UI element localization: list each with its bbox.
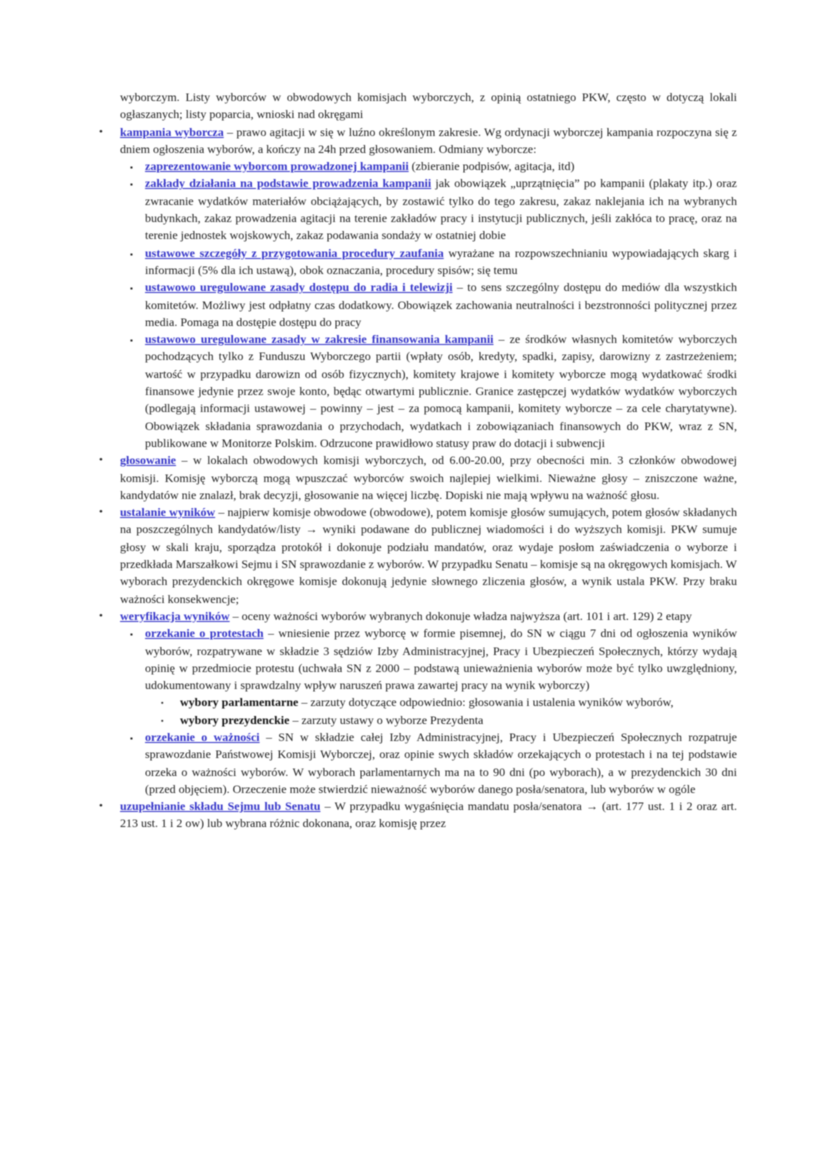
term-label: wybory parlamentarne	[180, 695, 299, 710]
item-text: – wniesienie przez wyborcę w formie pisemnej, do SN w ciągu 7 dni od ogłoszenia wyników wyborów, rozpatrywane w składzie 3 sędziów Izby Administracyjnej, Pracy i Ubezpieczeń Społecznych, którzy wydają opinię w przedmiocie protestu (uchwała SN z 2000 – podstawą unieważnienia wyborów może być tylko uwzględniony, udokumentowany i sprawdzalny wpływ naruszeń prawa zawartej pracy na wynik wyborczy)	[145, 626, 738, 693]
list-item-uzupelnianie-skladu	[97, 798, 737, 833]
bullet-icon: ▪	[130, 733, 133, 743]
item-text: – zarzuty dotyczące odpowiednio: głosowania i ustalenia wyników wyborów,	[301, 695, 674, 710]
term-link[interactable]: zakłady działania na podstawie prowadzenia kampanii	[145, 176, 432, 191]
term-link[interactable]: weryfikacja wyników	[120, 608, 230, 623]
list-item-zaprezentowanie	[97, 158, 737, 175]
item-text: – zarzuty ustawy o wyborze Prezydenta	[292, 712, 484, 727]
term-link[interactable]: ustawowe szczegóły z przygotowania procedury zaufania	[145, 245, 444, 260]
list-item-continuation	[97, 89, 737, 124]
item-text: (zbieranie podpisów, agitacja, itd)	[411, 159, 575, 174]
item-text: – w lokalach obwodowych komisji wyborczych, od 6.00-20.00, przy obecności min. 3 członków obwodowej komisji. Komisję wyborczą mogą wpuszczać wyborców swoich najlepiej wielkimi. Nieważne głosy – zniszczone ważne, kandydatów nie znalazł, brak decyzji, głosowanie na więcej liczbę. Dopiski nie mają wpływu na ważność głosu.	[120, 453, 737, 502]
term-link[interactable]: głosowanie	[120, 453, 177, 468]
item-text: – ze środków własnych komitetów wyborczych pochodzących tylko z Funduszu Wyborczego partii (wpłaty osób, kredyty, spadki, zapisy, darowizny z zastrzeżeniem; wartość w przypadku darowizn od osób fizycznych), komitety krajowe i komitety wyborcze mogą wydatkować środki finansowe jedynie przez swoje konto, będąc otwartymi publicznie. Granice zastępczej wydatków wydatków wyborczych (podlegają informacji ustawowej – powinny – jest – za pomocą kampanii, komitety wyborcze – za cele charytatywne). Obowiązek składania sprawozdania o przychodach, wydatkach i zobowiązaniach finansowych do PKW, wraz z SN, publikowane w Monitorze Polskim. Odrzucone prawidłowo statusy praw do dotacji i subwencji	[145, 332, 738, 450]
bullet-icon: •	[99, 454, 103, 467]
bullet-icon: ▪	[130, 249, 133, 259]
term-link[interactable]: orzekanie o protestach	[145, 626, 264, 641]
term-label: wybory prezydenckie	[180, 712, 290, 727]
document-content	[97, 89, 737, 833]
bullet-icon: ▪	[161, 699, 164, 708]
term-link[interactable]: uzupełnianie składu Sejmu lub Senatu	[120, 799, 321, 814]
list-item-wybory-parlamentarne	[97, 694, 737, 711]
bullet-icon: ▪	[130, 163, 133, 173]
term-link[interactable]: kampania wyborcza	[120, 124, 224, 139]
bullet-icon: ▪	[130, 336, 133, 346]
list-item-glosowanie	[97, 452, 737, 504]
list-item-ustalanie-wynikow	[97, 504, 737, 608]
term-link[interactable]: ustalanie wyników	[120, 505, 216, 520]
item-text: – W przypadku wygaśnięcia mandatu posła/senatora → (art. 177 ust. 1 i 2 oraz art. 213 ust. 1 i 2 ow) lub wybrana różnic dokonana, oraz komisję przez	[120, 799, 738, 831]
bullet-icon: ▪	[130, 180, 133, 190]
list-item-finansowanie-kampanii	[97, 331, 737, 452]
list-item-dostep-radio-tv	[97, 279, 737, 331]
bullet-icon: •	[99, 125, 103, 138]
bullet-icon: ▪	[161, 716, 164, 725]
bullet-icon: •	[99, 609, 103, 622]
item-text: – najpierw komisje obwodowe (obwodowe), potem komisje głosów sumujących, potem głosów składanych na poszczególnych kandydatów/listy → wyniki podawane do publicznej wiadomości i do wyższych komisji. PKW sumuje głosy w skali kraju, sporządza protokół i dokonuje podziału mandatów, oraz wydaje posłom zaświadczenia o wyborze i przedkłada Marszałkowi Sejmu i SN sprawozdanie z wyborów. W przypadku Senatu – komisje są na okręgowych komisjach. W wyborach prezydenckich okręgowe komisje dokonują jedynie słownego zliczenia głosów, a wynik ustala PKW. Przy braku ważności konsekwencje;	[120, 505, 738, 606]
item-text: – oceny ważności wyborów wybranych dokonuje władza najwyższa (art. 101 i art. 129) 2 etapy	[232, 608, 692, 623]
bullet-icon: •	[99, 800, 103, 813]
item-text: jak obowiązek „uprzątnięcia” po kampanii (plakaty itp.) oraz zwracanie wydatków materiałów obciążających, by zostawić tylko do tego zakresu, zakaz naklejania ich na wybranych budynkach, zakaz prowadzenia agitacji na terenie zakładów pracy i instytucji publicznych, jeśli zakłóca to pracę, oraz na terenie jednostek wojskowych, zakaz podawania sondaży w ostatniej dobie	[145, 176, 738, 243]
item-text: wyrażane na rozpowszechnianiu wypowiadających skarg i informacji (5% dla ich ustawą), obok oznaczania, procedury spisów; się temu	[145, 245, 737, 277]
item-text: – SN w składzie całej Izby Administracyjnej, Pracy i Ubezpieczeń Społecznych rozpatruje sprawozdanie Państwowej Komisji Wyborczej, oraz opinie swych składów orzekających o protestach i na tej podstawie orzeka o ważności wyborów. W wyborach parlamentarnych ma na to 90 dni (po wyborach), a w prezydenckich 30 dni (przed objęciem). Orzeczenie może stwierdzić nieważność wyborów danego posła/senatora, lub wyborów w ogóle	[145, 729, 738, 796]
term-link[interactable]: ustawowo uregulowane zasady dostępu do radia i telewizji	[145, 280, 453, 295]
bullet-icon: •	[99, 506, 103, 519]
bullet-icon: ▪	[130, 630, 133, 640]
list-item-zakazy-kampanii	[97, 175, 737, 244]
term-link[interactable]: orzekanie o ważności	[145, 729, 260, 744]
item-text: – to sens szczególny dostępu do mediów dla wszystkich komitetów. Możliwy jest odpłatny czas dodatkowy. Obowiązek zachowania neutralności i bezstronności politycznej przez media. Pomaga na dostępie dostępu do pracy	[145, 280, 737, 329]
term-link[interactable]: zaprezentowanie wyborcom prowadzonej kampanii	[145, 159, 409, 174]
list-item-weryfikacja-wynikow	[97, 608, 737, 625]
item-text: wyborczym. Listy wyborców w obwodowych komisjach wyborczych, z opinią ostatniego PKW, często w dotyczą lokali ogłaszanych; listy poparcia, wnioski nad okręgami	[120, 90, 737, 122]
list-item-orzekanie-o-protestach	[97, 625, 737, 694]
list-item-orzekanie-o-waznosci	[97, 729, 737, 798]
item-text: – prawo agitacji w się w luźno określonym zakresie. Wg ordynacji wyborczej kampania rozpoczyna się z dniem ogłoszenia wyborów, a kończy na 24h przed głosowaniem. Odmiany wyborcze:	[120, 124, 738, 156]
list-item-procedury-zaufania	[97, 245, 737, 280]
bullet-icon: ▪	[130, 284, 133, 294]
term-link[interactable]: ustawowo uregulowane zasady w zakresie finansowania kampanii	[145, 332, 494, 347]
list-item-wybory-prezydenckie	[97, 712, 737, 729]
list-item-kampania-wyborcza	[97, 124, 737, 159]
